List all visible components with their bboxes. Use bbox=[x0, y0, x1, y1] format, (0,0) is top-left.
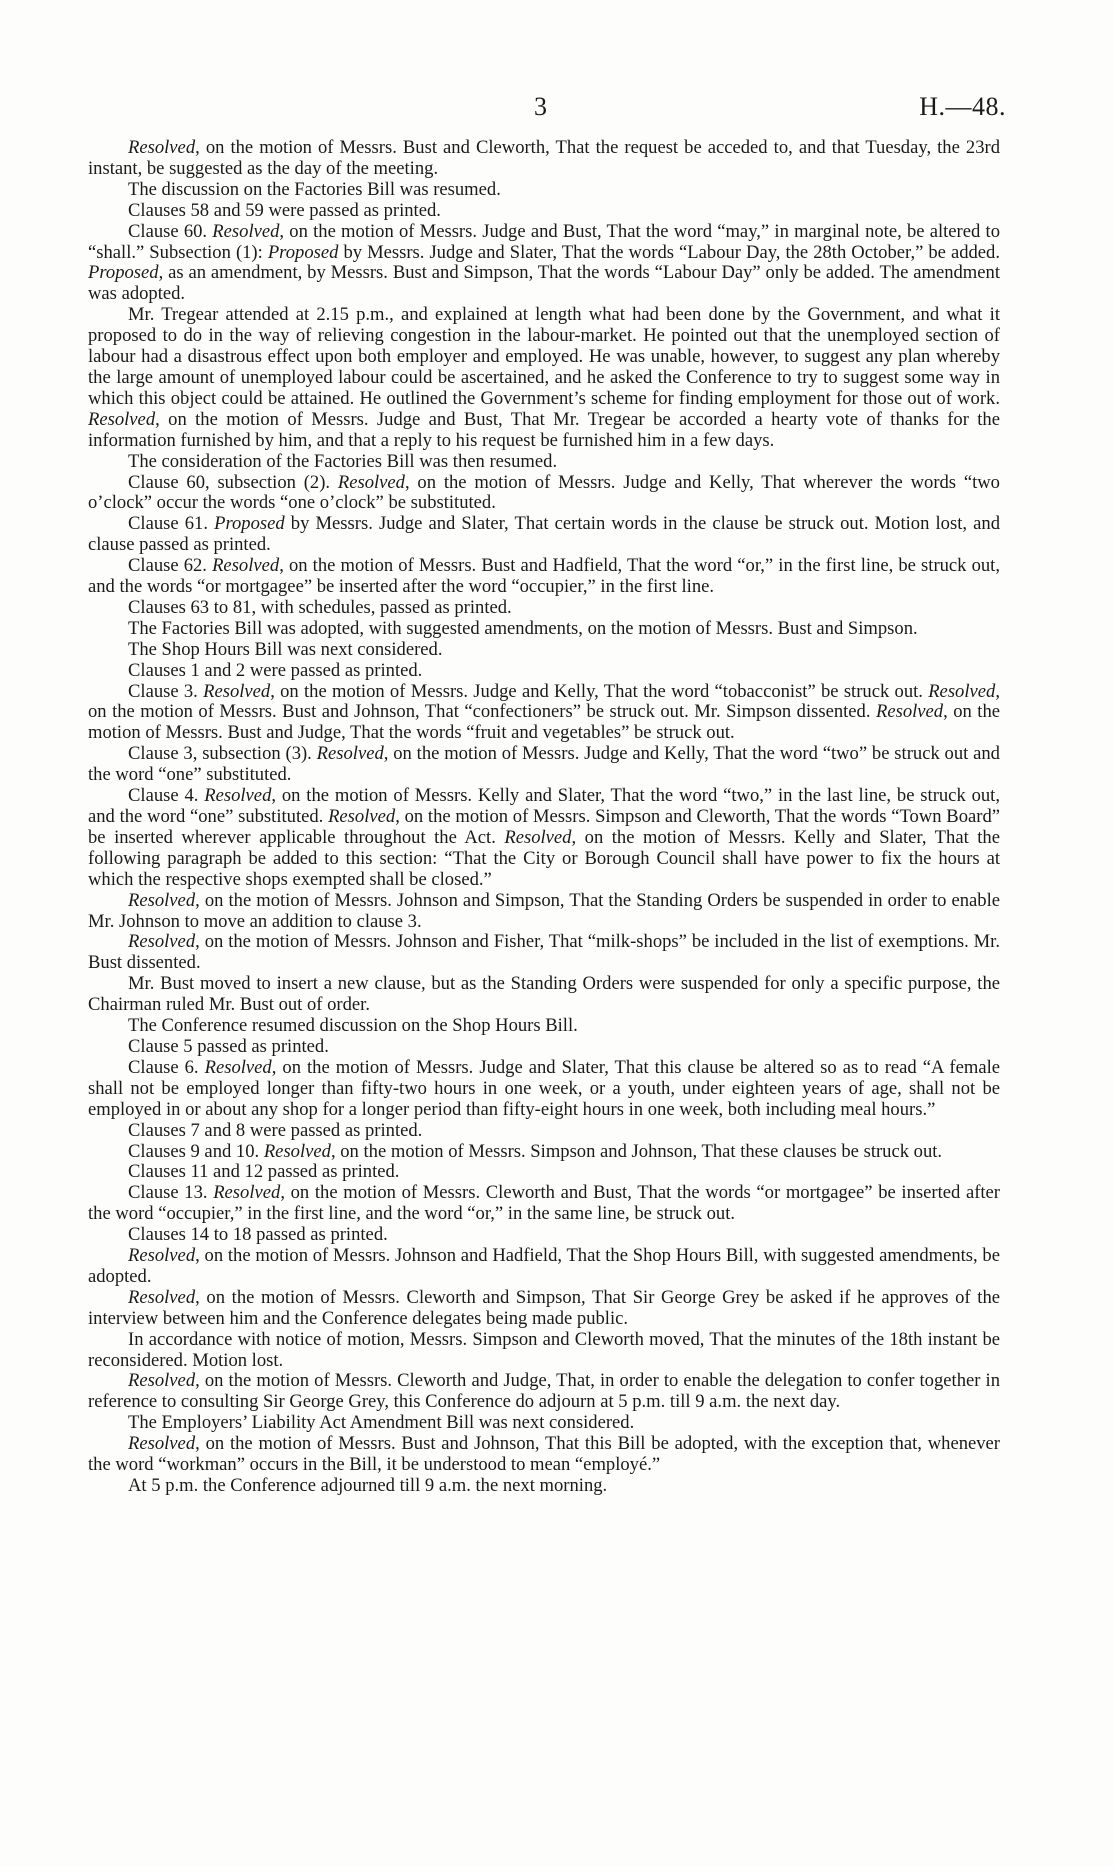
paragraph: The Factories Bill was adopted, with suggested amendments, on the motion of Messrs. Bust and Simpson. bbox=[128, 617, 918, 639]
paragraph: Clause 13. Resolved, on the motion of Messrs. Cleworth and Bust, That the words “or mortgagee” be inserted after the word “occupier,” in the first line, and the word “or,” in the same line, be struck out. bbox=[88, 1182, 1001, 1225]
paragraph: The consideration of the Factories Bill was then resumed. bbox=[128, 450, 558, 472]
paragraph: At 5 p.m. the Conference adjourned till 9 a.m. the next morning. bbox=[128, 1475, 608, 1496]
paragraph: Resolved, on the motion of Messrs. Johnson and Simpson, That the Standing Orders be suspended in order to enable Mr. Johnson to move an addition to clause 3. bbox=[88, 889, 1000, 932]
paragraph: Clauses 1 and 2 were passed as printed. bbox=[128, 659, 423, 681]
paragraph: The Conference resumed discussion on the Shop Hours Bill. bbox=[128, 1015, 578, 1037]
page-header bbox=[0, 92, 1114, 132]
paragraph: Resolved, on the motion of Messrs. Bust and Johnson, That this Bill be adopted, with the exception that, whenever the word “workman” occurs in the Bill, it be understood to mean “employé.” bbox=[88, 1433, 1000, 1476]
paragraph: Resolved, on the motion of Messrs. Johnson and Hadfield, That the Shop Hours Bill, with suggested amendments, be adopted. bbox=[88, 1245, 1000, 1287]
paragraph: The Shop Hours Bill was next considered. bbox=[128, 638, 443, 660]
paragraph: Clause 60, subsection (2). Resolved, on the motion of Messrs. Judge and Kelly, That wherever the words “two o’clock” occur the words “one o’clock” be substituted. bbox=[88, 471, 1000, 514]
paragraph: Clauses 11 and 12 passed as printed. bbox=[128, 1161, 400, 1183]
paragraph: Resolved, on the motion of Messrs. Bust and Cleworth, That the request be acceded to, and that Tuesday, the 23rd instant, be suggested as the day of the meeting. bbox=[88, 137, 1000, 179]
paragraph: Clause 6. Resolved, on the motion of Messrs. Judge and Slater, That this clause be altered so as to read “A female shall not be employed longer than fifty-two hours in one week, or a youth, under eighteen years of age, shall not be employed in or about any shop for a longer period than fifty-eight hours in one week, both including meal hours.” bbox=[88, 1056, 1001, 1120]
paragraph: Clause 61. Proposed by Messrs. Judge and Slater, That certain words in the clause be struck out. Motion lost, and clause passed as printed. bbox=[88, 513, 1000, 556]
paragraph: Clauses 63 to 81, with schedules, passed as printed. bbox=[128, 596, 512, 618]
paragraph: Resolved, on the motion of Messrs. Cleworth and Simpson, That Sir George Grey be asked if he approves of the interview between him and the Conference delegates being made public. bbox=[88, 1286, 1000, 1329]
document-reference: H.—48. bbox=[919, 92, 1006, 121]
paragraph: Clauses 7 and 8 were passed as printed. bbox=[128, 1119, 423, 1141]
paragraph: Clause 3. Resolved, on the motion of Messrs. Judge and Kelly, That the word “tobacconist” be struck out. Resolved, on the motion of Messrs. Bust and Johnson, That “confectioners” be struck out. Mr. Simpson dissented. Resolved, on the motion of Messrs. Bust and Judge, That the words “fruit and vegetables” be struck out. bbox=[88, 680, 1000, 744]
paragraph: Mr. Bust moved to insert a new clause, but as the Standing Orders were suspended for only a specific purpose, the Chairman ruled Mr. Bust out of order. bbox=[88, 973, 1000, 1016]
document-body bbox=[88, 138, 1000, 1497]
paragraph: In accordance with notice of motion, Messrs. Simpson and Cleworth moved, That the minutes of the 18th instant be reconsidered. Motion lost. bbox=[88, 1328, 1000, 1371]
paragraph: Clauses 9 and 10. Resolved, on the motion of Messrs. Simpson and Johnson, That these clauses be struck out. bbox=[128, 1140, 943, 1162]
paragraph: Clause 60. Resolved, on the motion of Messrs. Judge and Bust, That the word “may,” in marginal note, be altered to “shall.” Subsection (1): Proposed by Messrs. Judge and Slater, That the words “Labour Day, the 28th October,” be added. Proposed, as an amendment, by Messrs. Bust and Simpson, That the words “Labour Day” only be added. The amendment was adopted. bbox=[88, 220, 1001, 305]
paragraph: Clauses 58 and 59 were passed as printed. bbox=[128, 199, 441, 221]
paragraph: Resolved, on the motion of Messrs. Cleworth and Judge, That, in order to enable the delegation to confer together in reference to consulting Sir George Grey, this Conference do adjourn at 5 p.m. till 9 a.m. the next day. bbox=[88, 1370, 1000, 1413]
paragraph: Clause 62. Resolved, on the motion of Messrs. Bust and Hadfield, That the word “or,” in the first line, be struck out, and the words “or mortgagee” be inserted after the word “occupier,” in the first line. bbox=[88, 555, 1000, 598]
paragraph: Mr. Tregear attended at 2.15 p.m., and explained at length what had been done by the Government, and what it proposed to do in the way of relieving congestion in the labour-market. He pointed out that the unemployed section of labour had a disastrous effect upon both employer and employed. He was unable, however, to suggest any plan whereby the large amount of unemployed labour could be ascertained, and he asked the Conference to try to suggest some way in which this object could be attained. He outlined the Government’s scheme for finding employment for those out of work. Resolved, on the motion of Messrs. Judge and Bust, That Mr. Tregear be accorded a hearty vote of thanks for the information furnished by him, and that a reply to his request be furnished him in a few days. bbox=[88, 304, 1000, 451]
page-number: 3 bbox=[534, 92, 547, 121]
paragraph: Clause 5 passed as printed. bbox=[128, 1035, 329, 1057]
paragraph: The discussion on the Factories Bill was resumed. bbox=[128, 178, 501, 200]
paragraph: The Employers’ Liability Act Amendment Bill was next considered. bbox=[128, 1412, 635, 1434]
paragraph: Clause 3, subsection (3). Resolved, on the motion of Messrs. Judge and Kelly, That the word “two” be struck out and the word “one” substituted. bbox=[88, 743, 1000, 786]
paragraph: Clauses 14 to 18 passed as printed. bbox=[128, 1224, 388, 1246]
paragraph: Clause 4. Resolved, on the motion of Messrs. Kelly and Slater, That the word “two,” in the last line, be struck out, and the word “one” substituted. Resolved, on the motion of Messrs. Simpson and Cleworth, That the words “Town Board” be inserted wherever applicable throughout the Act. Resolved, on the motion of Messrs. Kelly and Slater, That the following paragraph be added to this section: “That the City or Borough Council shall have power to fix the hours at which the respective shops exempted shall be closed.” bbox=[88, 785, 1000, 890]
paragraph: Resolved, on the motion of Messrs. Johnson and Fisher, That “milk-shops” be included in the list of exemptions. Mr. Bust dissented. bbox=[88, 931, 1000, 974]
